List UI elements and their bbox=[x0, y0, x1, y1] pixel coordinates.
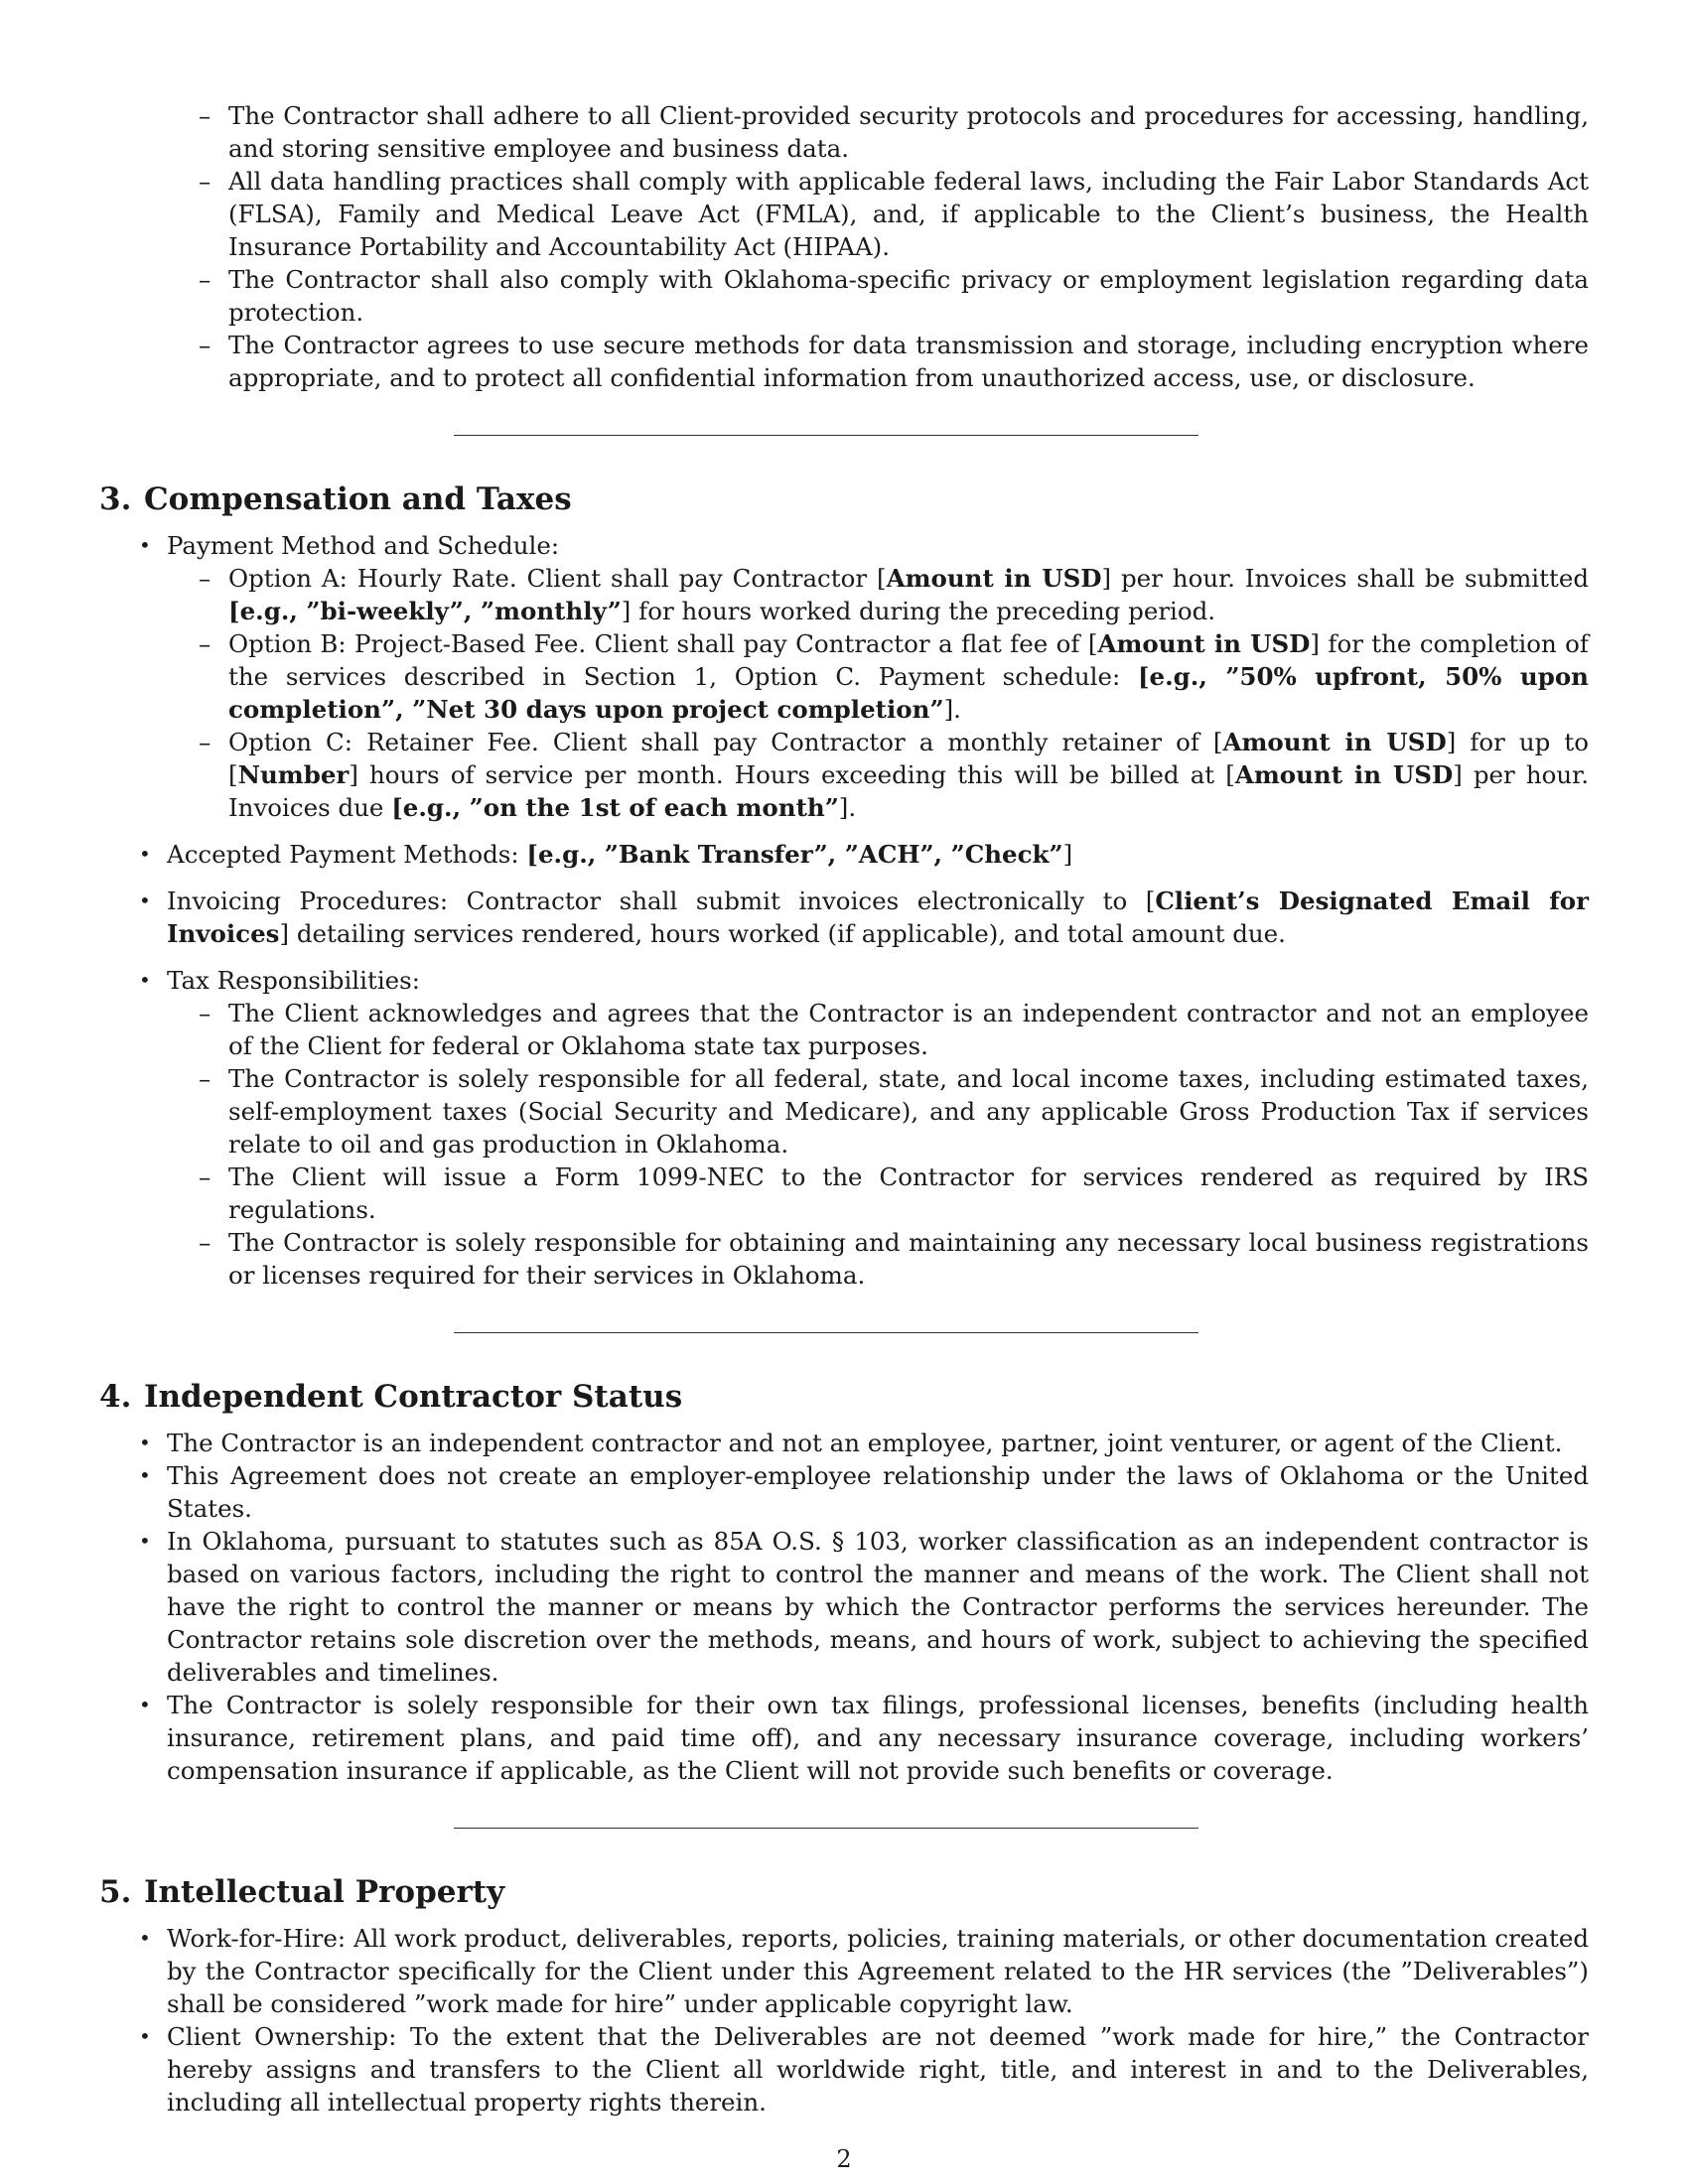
text: ] per hour. Invoices shall be submitted bbox=[1101, 564, 1590, 593]
accepted-payment-item bbox=[167, 838, 1589, 871]
tax-responsibilities-item bbox=[167, 964, 1589, 1292]
placeholder-field: [e.g., ”on the 1st of each month” bbox=[391, 793, 839, 822]
invoicing-item bbox=[167, 885, 1589, 950]
section-number: 4. bbox=[99, 1379, 132, 1415]
text: Option A: Hourly Rate. Client shall pay Contractor [ bbox=[228, 564, 887, 593]
option-b-item bbox=[228, 627, 1589, 726]
payment-options-list bbox=[228, 562, 1589, 824]
section-number: 3. bbox=[99, 481, 132, 517]
placeholder-field: [e.g., ”bi-weekly”, ”monthly” bbox=[228, 597, 622, 625]
section-number: 5. bbox=[99, 1874, 132, 1910]
list-item: – The Client will issue a Form 1099-NEC to the Contractor for services rendered as required by IRS regulations. bbox=[228, 1160, 1589, 1226]
text: ] per hour. Invoices due bbox=[228, 760, 1589, 822]
list-item: – The Contractor is solely responsible for obtaining and maintaining any necessary local business registrations or licenses required for their services in Oklahoma. bbox=[228, 1226, 1589, 1292]
list-item: • In Oklahoma, pursuant to statutes such as 85A O.S. § 103, worker classification as an independent contractor is based on various factors, including the right to control the manner and means of the work. The Client shall not have the right to control the manner or means by which the Contractor performs the services hereunder. The Contractor retains sole discretion over the methods, means, and hours of work, subject to achieving the specified deliverables and timelines. bbox=[167, 1525, 1589, 1689]
list-item: – All data handling practices shall comply with applicable federal laws, including the Fair Labor Standards Act (FLSA), Family and Medical Leave Act (FMLA), and, if applicable to the Client’s business, the Health Insurance Portability and Accountability Act (HIPAA). bbox=[228, 165, 1589, 263]
list-item: – The Contractor shall adhere to all Client-provided security protocols and procedures for accessing, handling, and storing sensitive employee and business data. bbox=[228, 99, 1589, 165]
payment-method-label: Payment Method and Schedule: bbox=[167, 531, 560, 560]
placeholder-field: Client’s Designated Email for Invoices bbox=[167, 887, 1589, 948]
list-item: – The Contractor agrees to use secure methods for data transmission and storage, including encryption where appropriate, and to protect all confidential information from unauthorized access, use, or disclosure. bbox=[228, 329, 1589, 394]
list-item: • This Agreement does not create an employer-employee relationship under the laws of Oklahoma or the United States. bbox=[167, 1459, 1589, 1525]
text: ]. bbox=[838, 793, 857, 822]
text: ] for the completion of the services described in Section 1, Option C. Payment schedule: bbox=[228, 629, 1589, 691]
text: Accepted Payment Methods: bbox=[167, 840, 527, 869]
section-heading-intellectual-property bbox=[99, 1872, 1589, 1912]
text: Invoicing Procedures: Contractor shall submit invoices electronically to [ bbox=[167, 887, 1156, 915]
list-item: • The Contractor is solely responsible for their own tax filings, professional licenses, benefits (including health insurance, retirement plans, and paid time off), and any necessary insurance coverage, including workers’ compensation insurance if applicable, as the Client will not provide such benefits or coverage. bbox=[167, 1689, 1589, 1787]
placeholder-field: Amount in USD bbox=[1097, 629, 1311, 658]
section-divider bbox=[454, 435, 1198, 436]
intellectual-property-list bbox=[167, 1922, 1589, 2118]
text: Option C: Retainer Fee. Client shall pay Contractor a monthly retainer of [ bbox=[228, 728, 1223, 756]
text: ] for up to [ bbox=[228, 728, 1590, 789]
list-item: • Client Ownership: To the extent that the Deliverables are not deemed ”work made for hire,” the Contractor hereby assigns and transfers to the Client all worldwide right, title, and interest in and to the Deliverables, including all intellectual property rights therein. bbox=[167, 2020, 1589, 2118]
placeholder-field: Amount in USD bbox=[886, 564, 1102, 593]
placeholder-field: Amount in USD bbox=[1222, 728, 1447, 756]
text: Option B: Project-Based Fee. Client shall pay Contractor a flat fee of [ bbox=[228, 629, 1098, 658]
page-number: 2 bbox=[836, 2145, 852, 2173]
section-title: Intellectual Property bbox=[144, 1874, 505, 1910]
placeholder-field: [e.g., ”Bank Transfer”, ”ACH”, ”Check” bbox=[526, 840, 1063, 869]
list-item: – The Contractor is solely responsible for all federal, state, and local income taxes, including estimated taxes, self-employment taxes (Social Security and Medicare), and any applicable Gross Production Tax if services relate to oil and gas production in Oklahoma. bbox=[228, 1062, 1589, 1160]
tax-list bbox=[228, 997, 1589, 1292]
section2-data-handling-list bbox=[228, 99, 1589, 394]
placeholder-field: [e.g., ”50% upfront, 50% upon completion”, ”Net 30 days upon project completion” bbox=[228, 662, 1589, 724]
text: ] detailing services rendered, hours worked (if applicable), and total amount due. bbox=[279, 919, 1286, 948]
list-item: • The Contractor is an independent contractor and not an employee, partner, joint venturer, or agent of the Client. bbox=[167, 1427, 1589, 1459]
list-item: – The Contractor shall also comply with Oklahoma-specific privacy or employment legislation regarding data protection. bbox=[228, 263, 1589, 329]
contractor-status-list bbox=[167, 1427, 1589, 1787]
tax-label: Tax Responsibilities: bbox=[167, 966, 420, 995]
list-item bbox=[167, 529, 1589, 824]
section-heading-compensation bbox=[99, 479, 1589, 519]
text: ]. bbox=[943, 695, 961, 724]
text: ] bbox=[1062, 840, 1073, 869]
section-divider bbox=[454, 1828, 1198, 1829]
text: ] hours of service per month. Hours exceeding this will be billed at [ bbox=[349, 760, 1235, 789]
option-a-item bbox=[228, 562, 1589, 627]
section-title: Independent Contractor Status bbox=[144, 1379, 683, 1415]
placeholder-field: Amount in USD bbox=[1234, 760, 1454, 789]
list-item: • Work-for-Hire: All work product, deliverables, reports, policies, training materials, or other documentation created by the Contractor specifically for the Client under this Agreement related to the HR services (the ”Deliverables”) shall be considered ”work made for hire” under applicable copyright law. bbox=[167, 1922, 1589, 2020]
text: ] for hours worked during the preceding period. bbox=[621, 597, 1216, 625]
page-content bbox=[99, 99, 1589, 2118]
section-divider bbox=[454, 1332, 1198, 1333]
compensation-list bbox=[167, 529, 1589, 1292]
placeholder-field: Number bbox=[237, 760, 350, 789]
list-item: – The Client acknowledges and agrees that the Contractor is an independent contractor and not an employee of the Client for federal or Oklahoma state tax purposes. bbox=[228, 997, 1589, 1062]
section-heading-contractor-status bbox=[99, 1377, 1589, 1417]
section-title: Compensation and Taxes bbox=[144, 481, 572, 517]
option-c-item bbox=[228, 726, 1589, 824]
